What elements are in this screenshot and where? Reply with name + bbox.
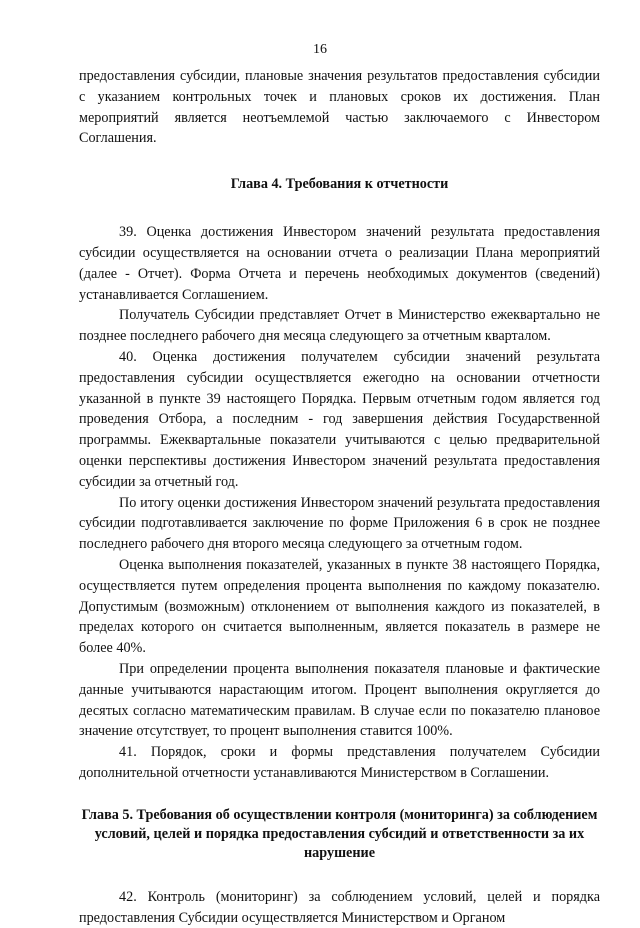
paragraph-40-conclusion: По итогу оценки достижения Инвестором значений результата предоставления субсидии подготавливается заключение по форме Приложения 6 в срок не позднее последнего рабочего дня второго месяца следующего за отчетным годом.	[79, 494, 600, 553]
page-number: 16	[313, 42, 327, 57]
document-body	[79, 66, 600, 928]
paragraph-40-percent: При определении процента выполнения показателя плановые и фактические данные учитываются нарастающим итогом. Процент выполнения округляется до десятых согласно математическим правилам. В случае если по показателю плановое значение отсутствует, то процент выполнения ставится 100%.	[79, 660, 600, 740]
paragraph-continuation: предоставления субсидии, плановые значения результатов предоставления субсидии с указанием контрольных точек и плановых сроков их достижения. План мероприятий является неотъемлемой частью заключаемого с Инвестором Соглашения.	[79, 68, 600, 147]
chapter-5-heading: Глава 5. Требования об осуществлении контроля (мониторинга) за соблюдением условий, целей и порядка предоставления субсидий и ответственности за их нарушение	[81, 806, 598, 861]
paragraph-42: 42. Контроль (мониторинг) за соблюдением условий, целей и порядка предоставления Субсидии осуществляется Министерством и Органом	[79, 888, 600, 926]
paragraph-39-report: Получатель Субсидии представляет Отчет в Министерство ежеквартально не позднее последнего рабочего дня месяца следующего за отчетным кварталом.	[79, 307, 600, 345]
paragraph-40: 40. Оценка достижения получателем субсидии значений результата предоставления субсидии осуществляется ежегодно на основании отчетности указанной в пункте 39 настоящего Порядка. Первым отчетным годом является год проведения Отбора, а последним - год завершения действия Государственной программы. Ежеквартальные показатели учитываются с целью предварительной оценки перспективы достижения Инвестором значений результата предоставления субсидии за отчетный год.	[79, 348, 600, 490]
paragraph-41: 41. Порядок, сроки и формы представления получателем Субсидии дополнительной отчетности устанавливаются Министерством в Соглашении.	[79, 744, 600, 781]
paragraph-40-indicators: Оценка выполнения показателей, указанных в пункте 38 настоящего Порядка, осуществляется путем определения процента выполнения по каждому показателю. Допустимым (возможным) отклонением от выполнения каждого из показателей, в пределах которого он считается выполненным, является показатель в размере не более 40%.	[79, 556, 600, 657]
paragraph-39: 39. Оценка достижения Инвестором значений результата предоставления субсидии осуществляется на основании отчета о реализации Плана мероприятий (далее - Отчет). Форма Отчета и перечень необходимых документов (сведений) устанавливается Соглашением.	[79, 224, 600, 303]
chapter-4-heading: Глава 4. Требования к отчетности	[230, 176, 449, 193]
